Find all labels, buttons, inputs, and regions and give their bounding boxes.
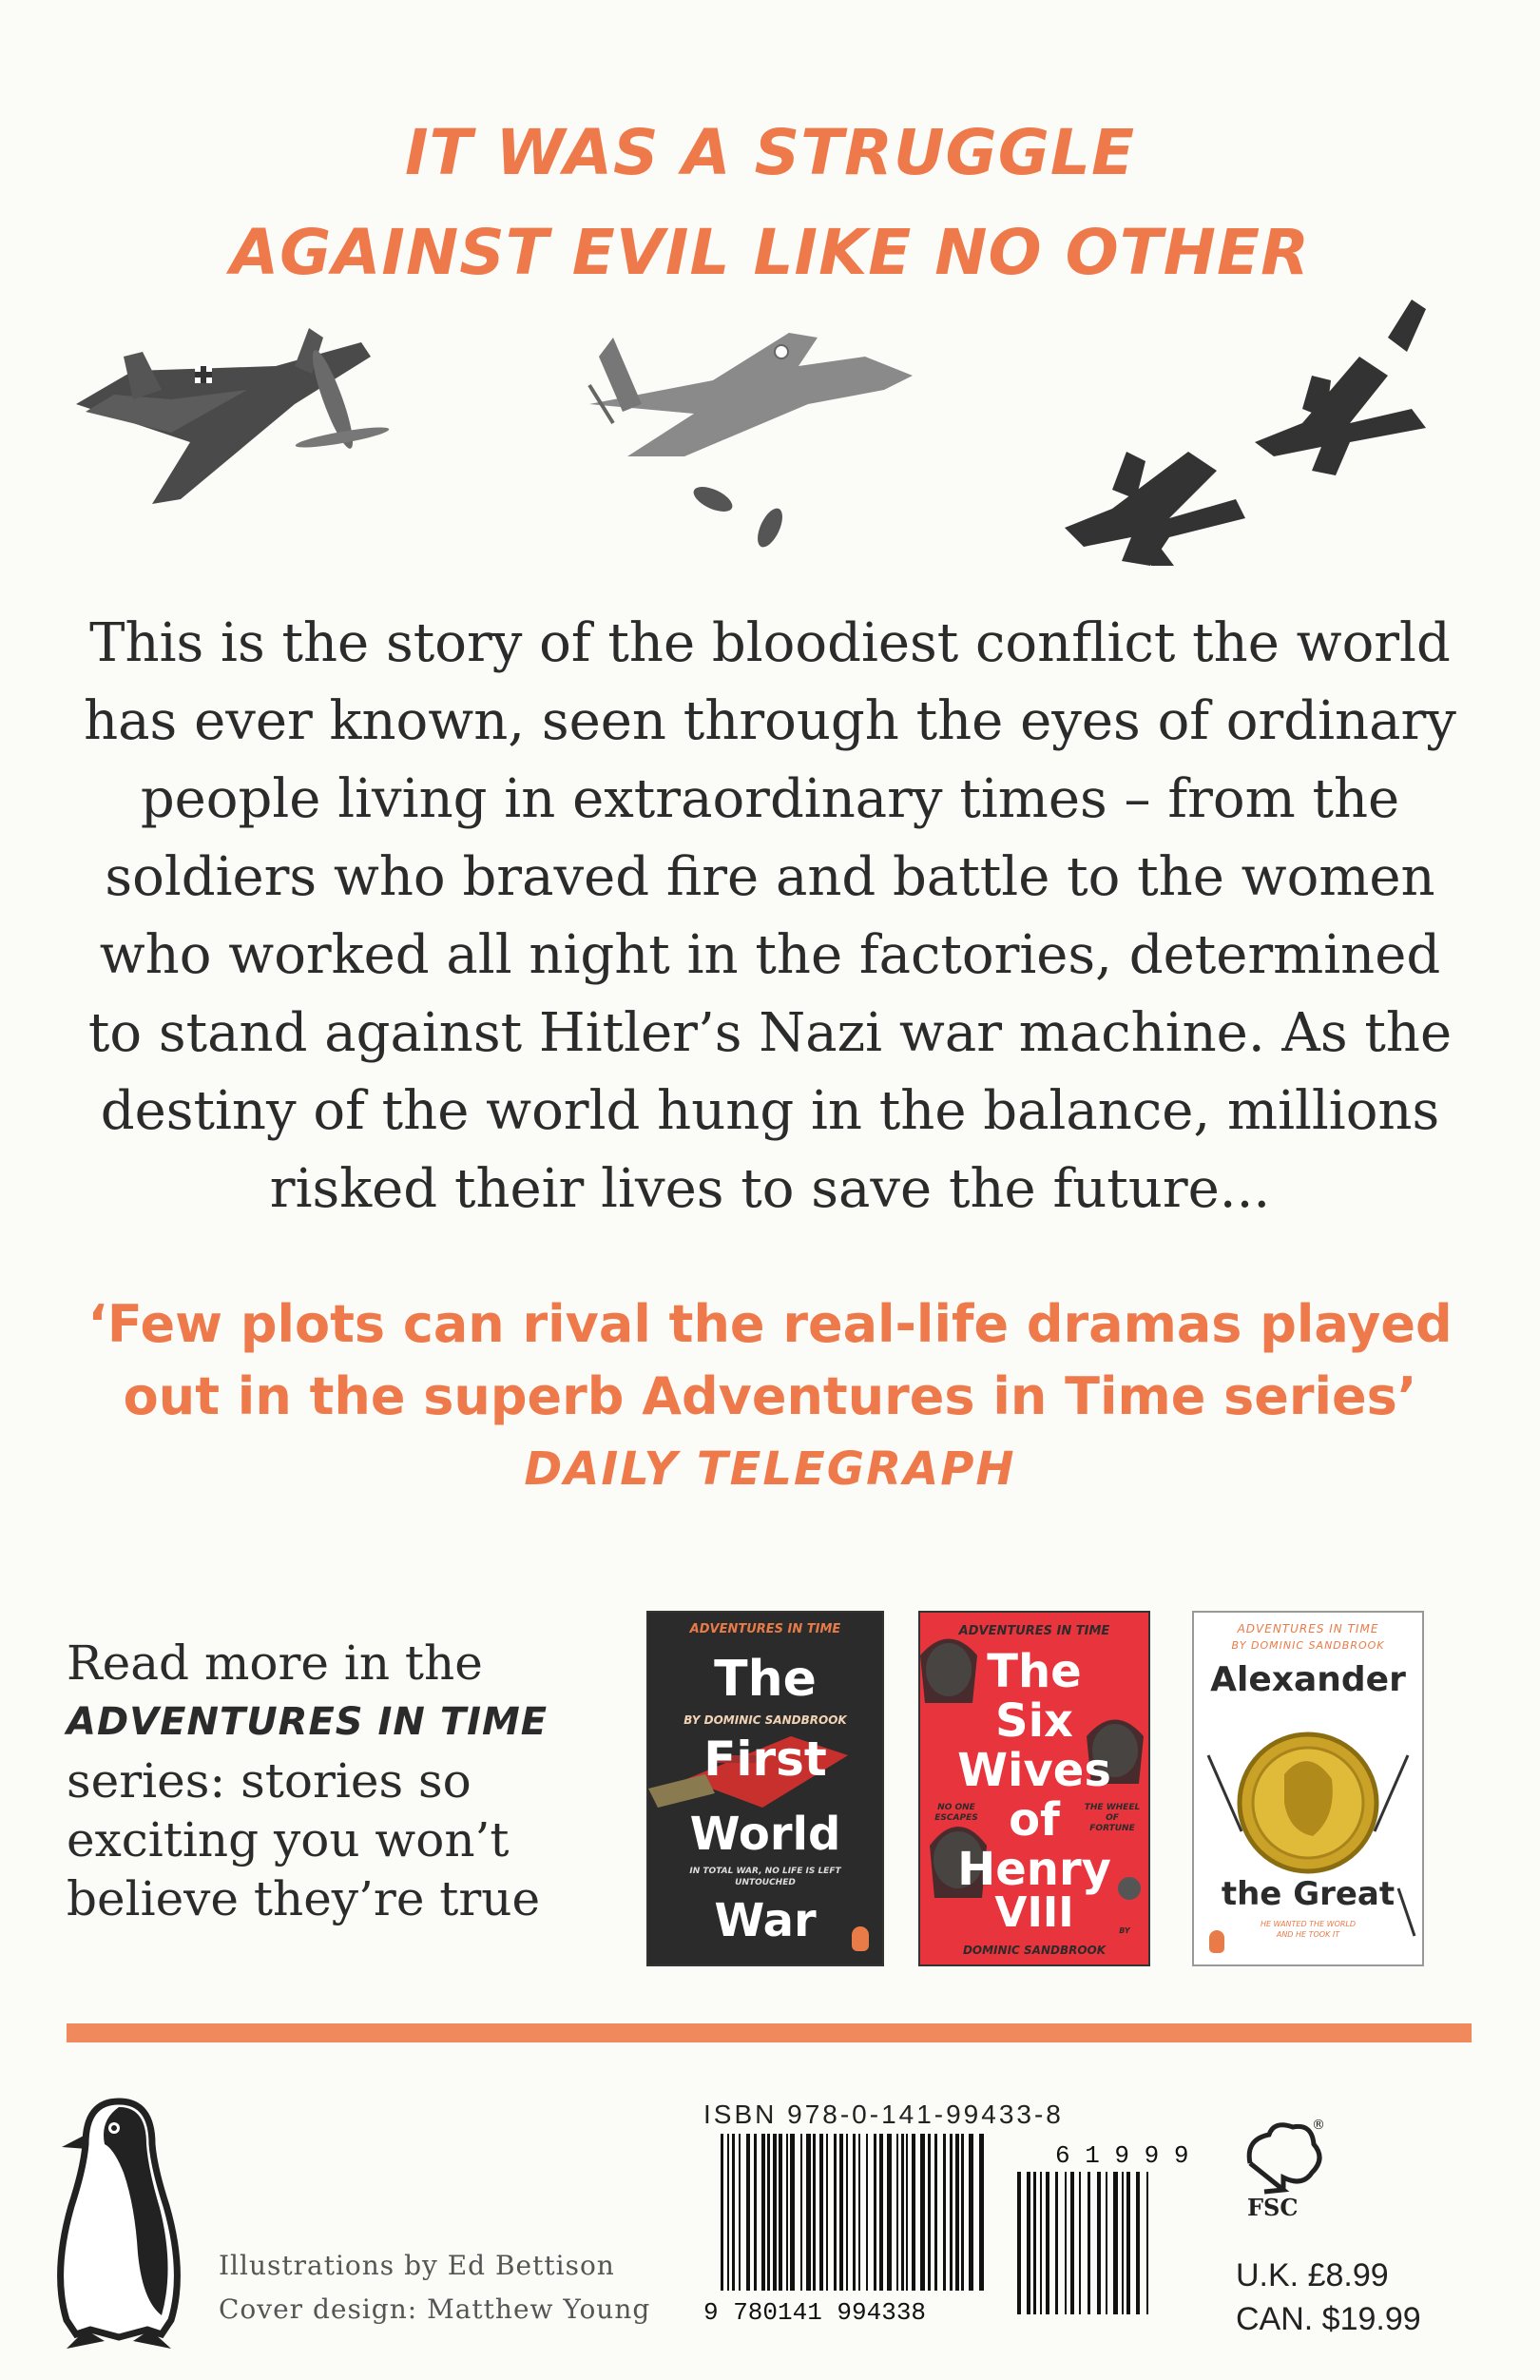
cover-1-tagline: IN TOTAL WAR, NO LIFE IS LEFT UNTOUCHED — [689, 1867, 841, 1887]
barcode-digits: 9 780141 994338 — [703, 2298, 927, 2324]
readmore-line-4: exciting you won’t — [67, 1812, 510, 1867]
cover-3-tagline: HE WANTED THE WORLD AND HE TOOK IT — [1260, 1920, 1357, 1939]
bomber-plane-2-icon — [1255, 300, 1426, 475]
blurb-line: This is the story of the bloodiest conflict the world — [89, 612, 1451, 674]
readmore-series: ADVENTURES IN TIME — [67, 1700, 549, 1744]
cover-1-author: BY DOMINIC SANDBROOK — [683, 1713, 847, 1727]
blurb-line: soldiers who braved fire and battle to the women — [105, 846, 1435, 908]
blurb-line: has ever known, seen through the eyes of ordinary — [84, 690, 1456, 752]
penguin-logo-icon — [852, 1926, 869, 1951]
cover-3-series: ADVENTURES IN TIME — [1237, 1622, 1379, 1635]
book-cover-alexander — [1192, 1611, 1424, 1966]
bomber-plane-1-icon — [1065, 452, 1245, 566]
cover-3-author: BY DOMINIC SANDBROOK — [1231, 1639, 1385, 1652]
book-cover-first-world-war — [646, 1611, 884, 1966]
readmore-line-1: Read more in the — [67, 1635, 483, 1691]
press-quote — [0, 1288, 1540, 1505]
cover-1-title-2: First — [703, 1732, 827, 1787]
cover-2-series: ADVENTURES IN TIME — [958, 1624, 1110, 1638]
cover-2-title-6: VIII — [994, 1888, 1074, 1937]
headline-line-1: IT WAS A STRUGGLE — [404, 116, 1136, 189]
blurb-line: risked their lives to save the future... — [269, 1158, 1271, 1220]
designer-credit: Cover design: Matthew Young — [219, 2293, 651, 2325]
fsc-label: FSC — [1247, 2194, 1299, 2220]
fighter-plane-1-icon — [76, 328, 390, 504]
cover-2-title-3: Wives — [957, 1744, 1111, 1797]
headline — [0, 103, 1540, 302]
price — [1236, 2254, 1421, 2341]
fighter-plane-2-icon — [589, 333, 913, 551]
cover-3-title-2: the Great — [1221, 1875, 1396, 1913]
barcode — [703, 2134, 1207, 2324]
planes-illustration — [57, 300, 1445, 566]
cover-2-author: DOMINIC SANDBROOK — [962, 1944, 1107, 1957]
cover-2-by: BY — [1119, 1926, 1130, 1935]
blurb — [57, 605, 1483, 1229]
cover-1-title-1: The — [714, 1651, 817, 1708]
cover-1-title-3: World — [689, 1808, 841, 1861]
credits — [219, 2244, 650, 2332]
book-cover-six-wives — [918, 1611, 1150, 1966]
divider-rule — [67, 2023, 1472, 2042]
cover-1-title-4: War — [714, 1894, 817, 1947]
cover-2-title-4: of — [1009, 1793, 1060, 1847]
fsc-logo-icon — [1236, 2116, 1331, 2220]
barcode-addon: 6 1 9 9 9 — [1055, 2141, 1189, 2170]
cover-2-title-2: Six — [995, 1694, 1073, 1748]
blurb-line: to stand against Hitler’s Nazi war machine. As the — [87, 1002, 1453, 1064]
cover-2-title-1: The — [987, 1645, 1082, 1698]
price-uk: U.K. £8.99 — [1236, 2257, 1389, 2293]
quote-line-2: out in the superb Adventures in Time series’ — [123, 1366, 1417, 1426]
cover-2-right-tag: THE WHEEL OF FORTUNE — [1084, 1803, 1141, 1833]
headline-line-2: AGAINST EVIL LIKE NO OTHER — [230, 216, 1310, 289]
cover-3-title-1: Alexander — [1210, 1660, 1406, 1699]
fsc-reg: ® — [1312, 2118, 1325, 2133]
quote-source: DAILY TELEGRAPH — [524, 1442, 1016, 1496]
blurb-line: people living in extraordinary times – from the — [140, 768, 1400, 830]
illustrator-credit: Illustrations by Ed Bettison — [219, 2250, 615, 2281]
blurb-line: who worked all night in the factories, determined — [99, 924, 1441, 986]
isbn-label: ISBN 978-0-141-99433-8 — [703, 2099, 1064, 2129]
readmore-line-3: series: stories so — [67, 1753, 472, 1809]
cover-1-series: ADVENTURES IN TIME — [689, 1622, 841, 1636]
cover-2-title-5: Henry — [957, 1843, 1111, 1896]
quote-line-1: ‘Few plots can rival the real-life dramas played — [87, 1294, 1453, 1354]
readmore-line-5: believe they’re true — [67, 1871, 541, 1926]
blurb-line: destiny of the world hung in the balance, millions — [100, 1080, 1440, 1142]
price-can: CAN. $19.99 — [1236, 2301, 1421, 2337]
read-more — [67, 1634, 599, 1928]
cover-2-left-tag: NO ONE ESCAPES — [934, 1803, 978, 1823]
penguin-logo-icon — [1209, 1930, 1224, 1953]
penguin-logo-icon — [48, 2092, 190, 2358]
